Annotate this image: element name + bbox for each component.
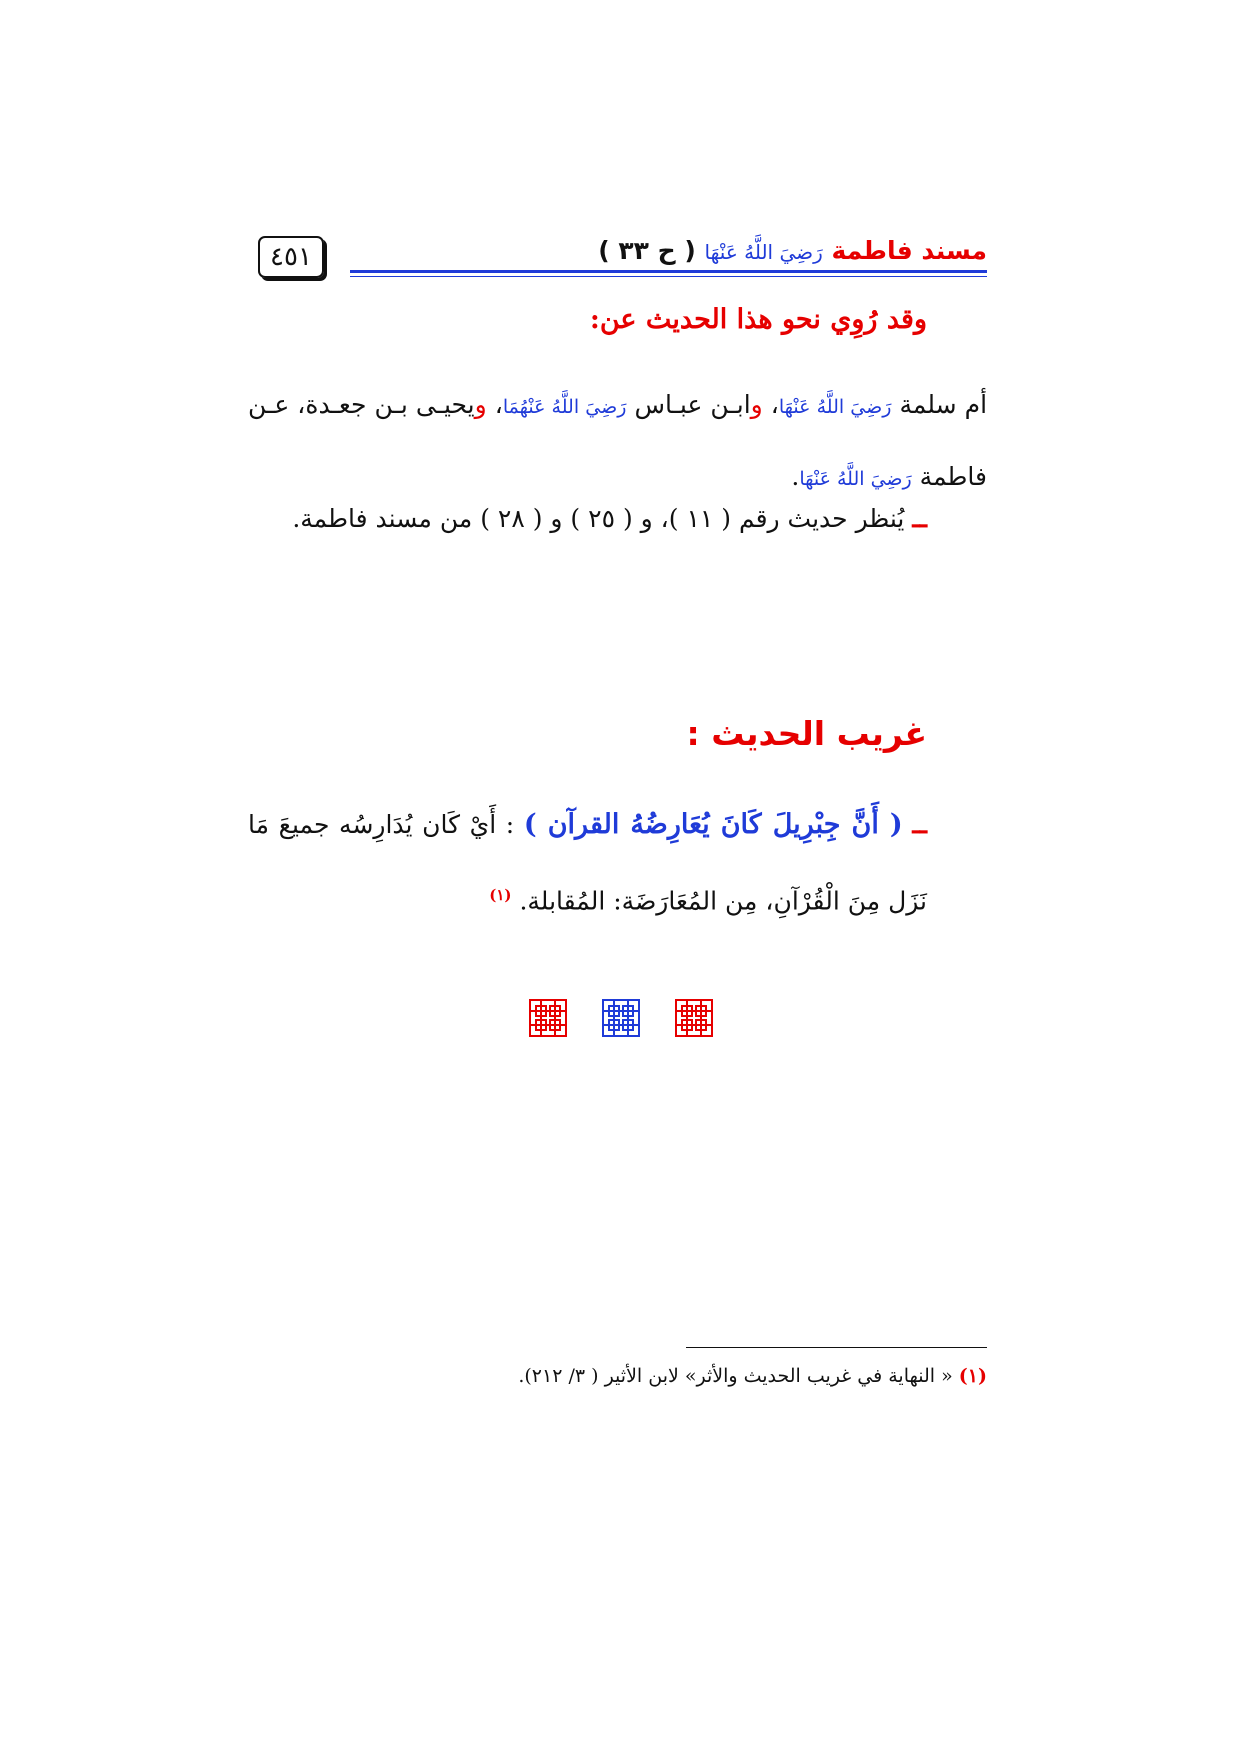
narrator-3: يحيـى بـن جعـدة، عـن فاطمة: [248, 390, 987, 491]
header-rule-thin: [350, 276, 987, 277]
paragraph-end: .: [791, 462, 800, 491]
knot-ornament-icon: [528, 998, 568, 1038]
knot-ornament-icon: [674, 998, 714, 1038]
running-head-title: مسند فاطمة: [831, 236, 987, 265]
gloss-definition: : أَيْ كَان يُدَارِسُه جميعَ مَا نَزَل مِنَ الْقُرْآنِ، مِن المُعَارَضَة: المُقابلة.: [248, 810, 927, 916]
lead-line: وقد رُوِي نحو هذا الحديث عن:: [589, 304, 927, 335]
footnote-number: (١): [958, 1365, 987, 1387]
running-head-hadith-ref: ( ح ٣٣ ): [598, 236, 696, 265]
honorific-2: رَضِيَ اللَّهُ عَنْهُمَا: [502, 396, 627, 418]
separator-2: ،: [486, 390, 503, 419]
narrator-2: ابـن عبـاس: [634, 390, 751, 419]
conjunction-1: و: [750, 390, 763, 419]
page-number: [258, 236, 324, 278]
gloss-paragraph: [248, 790, 927, 936]
conjunction-2: و: [474, 390, 487, 419]
running-head-honorific: رَضِيَ اللَّهُ عَنْهَا: [704, 240, 823, 264]
footnote-rule: [686, 1347, 987, 1348]
cross-reference-text: يُنظر حديث رقم ( ١١ )، و ( ٢٥ ) و ( ٢٨ ) من مسند فاطمة.: [292, 504, 905, 533]
footnote-text: « النهاية في غريب الحديث والأثر» لابن الأثير ( ٣/ ٢١٢).: [518, 1365, 953, 1387]
footnote-reference: (١): [489, 886, 512, 904]
honorific-3: رَضِيَ اللَّهُ عَنْهَا: [799, 468, 912, 490]
separator-1: ،: [762, 390, 779, 419]
footnote: [518, 1365, 987, 1387]
narrators-paragraph: [248, 370, 987, 514]
ref-dash: ــ: [912, 504, 927, 533]
section-ornaments: [528, 998, 714, 1038]
gloss-term: ( أَنَّ جِبْرِيلَ كَانَ يُعَارِضُهُ القرآن ): [523, 809, 903, 840]
section-title: غريب الحديث :: [686, 714, 927, 753]
narrator-1: أم سلمة: [899, 390, 988, 419]
running-head: [598, 236, 987, 265]
page-number-text: ٤٥١: [270, 242, 312, 272]
header-rule: [350, 270, 987, 273]
honorific-1: رَضِيَ اللَّهُ عَنْهَا: [778, 396, 892, 418]
cross-reference-line: [292, 504, 927, 533]
gloss-dash: ــ: [912, 810, 927, 839]
knot-ornament-icon: [601, 998, 641, 1038]
